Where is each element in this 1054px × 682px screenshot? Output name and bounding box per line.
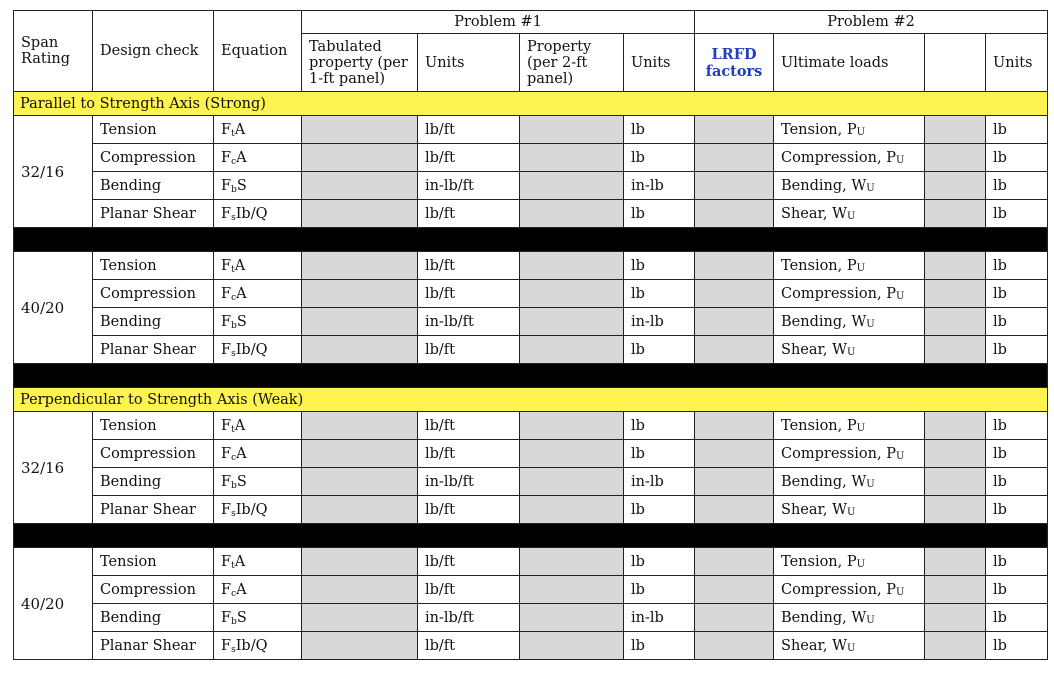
tabulated-property-input[interactable] <box>302 604 418 632</box>
ultimate-load-text: Shear, W <box>781 205 847 222</box>
equation-cell <box>214 144 302 172</box>
units-cell-2: lb <box>624 280 695 308</box>
equation-cell <box>214 336 302 364</box>
tabulated-property-input[interactable] <box>302 632 418 660</box>
ultimate-load-input[interactable] <box>925 632 986 660</box>
units-header-1: Units <box>418 34 520 92</box>
lrfd-factor-input[interactable] <box>695 468 774 496</box>
table-row <box>14 336 1048 364</box>
table-row <box>14 308 1048 336</box>
lrfd-factor-input[interactable] <box>695 116 774 144</box>
ultimate-load-input[interactable] <box>925 116 986 144</box>
equation-cell-rest: S <box>236 473 247 490</box>
span-rating-cell: 32/16 <box>14 116 93 228</box>
span-rating-header: Span Rating <box>14 11 93 92</box>
ultimate-load-label <box>774 144 925 172</box>
ultimate-load-subscript: U <box>856 262 866 274</box>
table-row <box>14 632 1048 660</box>
equation-cell-subscript: s <box>231 644 236 655</box>
design-check-cell: Bending <box>93 604 214 632</box>
section-title: Perpendicular to Strength Axis (Weak) <box>14 388 1048 412</box>
equation-cell-rest: S <box>236 177 247 194</box>
tabulated-property-input[interactable] <box>302 252 418 280</box>
design-check-cell: Compression <box>93 280 214 308</box>
equation-cell-rest: Ib/Q <box>235 205 268 222</box>
units-cell-3: lb <box>986 336 1048 364</box>
tabulated-property-input[interactable] <box>302 144 418 172</box>
ultimate-load-subscript: U <box>866 614 875 626</box>
equation-cell <box>214 412 302 440</box>
ultimate-value-header <box>925 34 986 92</box>
span-rating-cell: 40/20 <box>14 548 93 660</box>
units-cell-2: lb <box>624 440 695 468</box>
units-cell-2: in-lb <box>624 172 695 200</box>
tabulated-property-input[interactable] <box>302 172 418 200</box>
header-row-problems <box>14 11 1048 34</box>
equation-cell <box>214 308 302 336</box>
units-header-3: Units <box>986 34 1048 92</box>
ultimate-load-input[interactable] <box>925 200 986 228</box>
units-cell-1: lb/ft <box>418 336 520 364</box>
property-input[interactable] <box>520 576 624 604</box>
ultimate-load-text: Shear, W <box>781 637 847 654</box>
table-row <box>14 604 1048 632</box>
units-cell-1: lb/ft <box>418 412 520 440</box>
ultimate-load-label <box>774 280 925 308</box>
units-cell-2: in-lb <box>624 468 695 496</box>
equation-cell-subscript: b <box>231 320 237 331</box>
table-row <box>14 548 1048 576</box>
ultimate-load-text: Bending, W <box>781 473 867 490</box>
design-check-cell: Planar Shear <box>93 632 214 660</box>
lrfd-factor-input[interactable] <box>695 548 774 576</box>
property-input[interactable] <box>520 468 624 496</box>
ultimate-load-text: Compression, P <box>781 445 896 462</box>
problem1-header: Problem #1 <box>302 11 695 34</box>
lrfd-factor-input[interactable] <box>695 172 774 200</box>
ultimate-load-text: Shear, W <box>781 341 847 358</box>
ultimate-load-text: Shear, W <box>781 501 847 518</box>
lrfd-factor-input[interactable] <box>695 280 774 308</box>
units-cell-2: in-lb <box>624 308 695 336</box>
units-cell-1: lb/ft <box>418 144 520 172</box>
design-check-cell: Tension <box>93 116 214 144</box>
equation-cell-main: F <box>221 121 232 138</box>
ultimate-load-text: Compression, P <box>781 581 896 598</box>
units-cell-3: lb <box>986 252 1048 280</box>
ultimate-load-text: Tension, P <box>781 417 857 434</box>
ultimate-load-label <box>774 200 925 228</box>
equation-cell-rest: A <box>236 581 247 598</box>
equation-cell-main: F <box>221 149 232 166</box>
units-cell-3: lb <box>986 548 1048 576</box>
separator-row <box>14 364 1048 388</box>
equation-cell-main: F <box>221 257 232 274</box>
property-input[interactable] <box>520 440 624 468</box>
property-input[interactable] <box>520 308 624 336</box>
tabulated-property-input[interactable] <box>302 496 418 524</box>
equation-cell-subscript: c <box>231 588 237 599</box>
tabulated-property-input[interactable] <box>302 468 418 496</box>
equation-cell-main: F <box>221 609 232 626</box>
equation-cell-rest: A <box>236 285 247 302</box>
tabulated-property-input[interactable] <box>302 412 418 440</box>
ultimate-load-text: Compression, P <box>781 149 896 166</box>
units-cell-2: lb <box>624 496 695 524</box>
units-cell-3: lb <box>986 604 1048 632</box>
units-cell-1: lb/ft <box>418 632 520 660</box>
ultimate-load-input[interactable] <box>925 604 986 632</box>
span-rating-cell: 32/16 <box>14 412 93 524</box>
units-cell-2: lb <box>624 412 695 440</box>
units-cell-2: lb <box>624 116 695 144</box>
ultimate-load-label <box>774 336 925 364</box>
equation-cell-subscript: b <box>231 184 237 195</box>
separator-row <box>14 228 1048 252</box>
ultimate-load-text: Compression, P <box>781 285 896 302</box>
equation-cell-rest: A <box>234 553 246 570</box>
property-input[interactable] <box>520 496 624 524</box>
equation-cell-rest: Ib/Q <box>235 637 268 654</box>
ultimate-load-label <box>774 172 925 200</box>
equation-cell <box>214 200 302 228</box>
equation-cell-subscript: s <box>231 212 236 223</box>
lrfd-factor-input[interactable] <box>695 632 774 660</box>
ultimate-load-input[interactable] <box>925 548 986 576</box>
equation-cell-subscript: b <box>231 616 237 627</box>
equation-cell-rest: S <box>236 609 247 626</box>
units-cell-1: lb/ft <box>418 252 520 280</box>
equation-cell <box>214 280 302 308</box>
ultimate-load-input[interactable] <box>925 308 986 336</box>
ultimate-load-label <box>774 632 925 660</box>
ultimate-load-subscript: U <box>895 154 905 166</box>
table-row <box>14 576 1048 604</box>
section-title: Parallel to Strength Axis (Strong) <box>14 92 1048 116</box>
property-header: Property (per 2-ft panel) <box>520 34 624 92</box>
equation-cell-subscript: t <box>231 424 235 435</box>
ultimate-load-label <box>774 116 925 144</box>
equation-cell-rest: A <box>234 121 246 138</box>
black-separator <box>14 524 1048 548</box>
units-cell-3: lb <box>986 116 1048 144</box>
property-input[interactable] <box>520 280 624 308</box>
ultimate-load-text: Bending, W <box>781 177 867 194</box>
tabulated-property-input[interactable] <box>302 336 418 364</box>
units-cell-1: lb/ft <box>418 116 520 144</box>
equation-cell-main: F <box>221 285 232 302</box>
table-row <box>14 116 1048 144</box>
lrfd-factor-input[interactable] <box>695 576 774 604</box>
property-input[interactable] <box>520 632 624 660</box>
ultimate-load-label <box>774 496 925 524</box>
equation-cell-subscript: c <box>231 452 237 463</box>
property-input[interactable] <box>520 116 624 144</box>
units-cell-3: lb <box>986 172 1048 200</box>
equation-cell-main: F <box>221 637 232 654</box>
ultimate-load-text: Tension, P <box>781 257 857 274</box>
ultimate-load-label <box>774 440 925 468</box>
units-cell-2: lb <box>624 252 695 280</box>
design-check-header: Design check <box>93 11 214 92</box>
design-check-cell: Planar Shear <box>93 336 214 364</box>
table-row <box>14 172 1048 200</box>
property-input[interactable] <box>520 412 624 440</box>
equation-cell-main: F <box>221 473 232 490</box>
units-cell-3: lb <box>986 576 1048 604</box>
lrfd-factor-input[interactable] <box>695 412 774 440</box>
units-cell-3: lb <box>986 412 1048 440</box>
table-row <box>14 412 1048 440</box>
equation-cell-subscript: t <box>231 128 235 139</box>
equation-cell-rest: A <box>236 149 247 166</box>
units-cell-1: lb/ft <box>418 496 520 524</box>
equation-cell <box>214 632 302 660</box>
ultimate-load-subscript: U <box>856 422 866 434</box>
equation-cell-main: F <box>221 205 232 222</box>
units-cell-3: lb <box>986 200 1048 228</box>
design-check-cell: Planar Shear <box>93 200 214 228</box>
ultimate-load-text: Tension, P <box>781 121 857 138</box>
table-row <box>14 200 1048 228</box>
ultimate-load-label <box>774 308 925 336</box>
ultimate-load-input[interactable] <box>925 412 986 440</box>
equation-cell-subscript: c <box>231 292 237 303</box>
equation-cell-rest: A <box>234 257 246 274</box>
tabulated-property-input[interactable] <box>302 308 418 336</box>
ultimate-load-label <box>774 604 925 632</box>
lrfd-factor-input[interactable] <box>695 604 774 632</box>
design-check-cell: Tension <box>93 412 214 440</box>
design-check-cell: Planar Shear <box>93 496 214 524</box>
equation-cell-subscript: s <box>231 348 236 359</box>
equation-cell <box>214 604 302 632</box>
tabulated-property-input[interactable] <box>302 116 418 144</box>
section-row <box>14 388 1048 412</box>
equation-header: Equation <box>214 11 302 92</box>
tabulated-property-input[interactable] <box>302 548 418 576</box>
equation-cell <box>214 172 302 200</box>
ultimate-load-label <box>774 412 925 440</box>
design-check-cell: Tension <box>93 252 214 280</box>
tabulated-property-input[interactable] <box>302 440 418 468</box>
ultimate-load-input[interactable] <box>925 468 986 496</box>
property-input[interactable] <box>520 200 624 228</box>
lrfd-factors-header: LRFD factors <box>695 34 774 92</box>
ultimate-load-subscript: U <box>895 586 905 598</box>
equation-cell-rest: A <box>234 417 246 434</box>
equation-cell-subscript: c <box>231 156 237 167</box>
equation-cell <box>214 576 302 604</box>
table-row <box>14 280 1048 308</box>
ultimate-load-input[interactable] <box>925 576 986 604</box>
units-cell-2: lb <box>624 144 695 172</box>
ultimate-load-text: Tension, P <box>781 553 857 570</box>
ultimate-load-input[interactable] <box>925 440 986 468</box>
units-cell-1: lb/ft <box>418 440 520 468</box>
units-cell-1: in-lb/ft <box>418 172 520 200</box>
property-input[interactable] <box>520 172 624 200</box>
ultimate-load-subscript: U <box>856 558 866 570</box>
lrfd-factor-input[interactable] <box>695 144 774 172</box>
units-cell-3: lb <box>986 468 1048 496</box>
equation-cell <box>214 468 302 496</box>
design-check-cell: Compression <box>93 440 214 468</box>
units-cell-1: lb/ft <box>418 280 520 308</box>
units-cell-1: lb/ft <box>418 200 520 228</box>
ultimate-load-label <box>774 468 925 496</box>
ultimate-load-subscript: U <box>847 642 856 654</box>
ultimate-load-subscript: U <box>847 346 856 358</box>
ultimate-load-subscript: U <box>847 210 856 222</box>
equation-cell-main: F <box>221 581 232 598</box>
lrfd-factor-input[interactable] <box>695 336 774 364</box>
units-cell-3: lb <box>986 144 1048 172</box>
property-input[interactable] <box>520 548 624 576</box>
design-check-cell: Bending <box>93 468 214 496</box>
equation-cell <box>214 548 302 576</box>
ultimate-loads-header: Ultimate loads <box>774 34 925 92</box>
equation-cell-subscript: b <box>231 480 237 491</box>
ultimate-load-text: Bending, W <box>781 609 867 626</box>
design-check-cell: Bending <box>93 308 214 336</box>
units-cell-3: lb <box>986 280 1048 308</box>
units-cell-1: lb/ft <box>418 548 520 576</box>
ultimate-load-subscript: U <box>847 506 856 518</box>
units-cell-2: lb <box>624 548 695 576</box>
black-separator <box>14 228 1048 252</box>
table-row <box>14 468 1048 496</box>
units-cell-3: lb <box>986 308 1048 336</box>
equation-cell-main: F <box>221 553 232 570</box>
equation-cell <box>214 440 302 468</box>
table-row <box>14 496 1048 524</box>
ultimate-load-subscript: U <box>856 126 866 138</box>
units-header-2: Units <box>624 34 695 92</box>
equation-cell <box>214 496 302 524</box>
table-row <box>14 252 1048 280</box>
units-cell-3: lb <box>986 496 1048 524</box>
equation-cell-rest: S <box>236 313 247 330</box>
lrfd-factor-input[interactable] <box>695 252 774 280</box>
design-check-cell: Compression <box>93 576 214 604</box>
equation-cell <box>214 252 302 280</box>
equation-cell <box>214 116 302 144</box>
units-cell-2: lb <box>624 632 695 660</box>
lrfd-factor-input[interactable] <box>695 200 774 228</box>
span-rating-cell: 40/20 <box>14 252 93 364</box>
ultimate-load-subscript: U <box>895 450 905 462</box>
units-cell-3: lb <box>986 632 1048 660</box>
ultimate-load-subscript: U <box>895 290 905 302</box>
units-cell-2: lb <box>624 576 695 604</box>
units-cell-1: in-lb/ft <box>418 308 520 336</box>
problem2-header: Problem #2 <box>695 11 1048 34</box>
ultimate-load-label <box>774 548 925 576</box>
property-input[interactable] <box>520 144 624 172</box>
design-check-cell: Compression <box>93 144 214 172</box>
ultimate-load-input[interactable] <box>925 172 986 200</box>
equation-cell-main: F <box>221 417 232 434</box>
section-row <box>14 92 1048 116</box>
property-input[interactable] <box>520 252 624 280</box>
table-row <box>14 440 1048 468</box>
equation-cell-main: F <box>221 341 232 358</box>
units-cell-1: in-lb/ft <box>418 604 520 632</box>
ultimate-load-subscript: U <box>866 318 875 330</box>
equation-cell-rest: Ib/Q <box>235 341 268 358</box>
units-cell-2: lb <box>624 200 695 228</box>
ultimate-load-input[interactable] <box>925 336 986 364</box>
ultimate-load-input[interactable] <box>925 496 986 524</box>
tabulated-property-input[interactable] <box>302 280 418 308</box>
equation-cell-rest: A <box>236 445 247 462</box>
tabulated-property-input[interactable] <box>302 200 418 228</box>
ultimate-load-input[interactable] <box>925 144 986 172</box>
equation-cell-main: F <box>221 313 232 330</box>
equation-cell-subscript: s <box>231 508 236 519</box>
ultimate-load-input[interactable] <box>925 252 986 280</box>
design-check-table <box>13 10 1048 660</box>
units-cell-2: lb <box>624 336 695 364</box>
equation-cell-main: F <box>221 445 232 462</box>
ultimate-load-subscript: U <box>866 182 875 194</box>
property-input[interactable] <box>520 336 624 364</box>
units-cell-1: lb/ft <box>418 576 520 604</box>
equation-cell-subscript: t <box>231 264 235 275</box>
ultimate-load-input[interactable] <box>925 280 986 308</box>
design-check-cell: Tension <box>93 548 214 576</box>
separator-row <box>14 524 1048 548</box>
ultimate-load-subscript: U <box>866 478 875 490</box>
property-input[interactable] <box>520 604 624 632</box>
tabulated-property-header: Tabulated property (per 1-ft panel) <box>302 34 418 92</box>
ultimate-load-text: Bending, W <box>781 313 867 330</box>
design-check-cell: Bending <box>93 172 214 200</box>
tabulated-property-input[interactable] <box>302 576 418 604</box>
units-cell-2: in-lb <box>624 604 695 632</box>
equation-cell-rest: Ib/Q <box>235 501 268 518</box>
lrfd-factor-input[interactable] <box>695 308 774 336</box>
units-cell-1: in-lb/ft <box>418 468 520 496</box>
table-body <box>14 92 1048 660</box>
equation-cell-subscript: t <box>231 560 235 571</box>
ultimate-load-label <box>774 576 925 604</box>
ultimate-load-label <box>774 252 925 280</box>
lrfd-factor-input[interactable] <box>695 440 774 468</box>
equation-cell-main: F <box>221 501 232 518</box>
lrfd-factor-input[interactable] <box>695 496 774 524</box>
table-row <box>14 144 1048 172</box>
black-separator <box>14 364 1048 388</box>
units-cell-3: lb <box>986 440 1048 468</box>
equation-cell-main: F <box>221 177 232 194</box>
